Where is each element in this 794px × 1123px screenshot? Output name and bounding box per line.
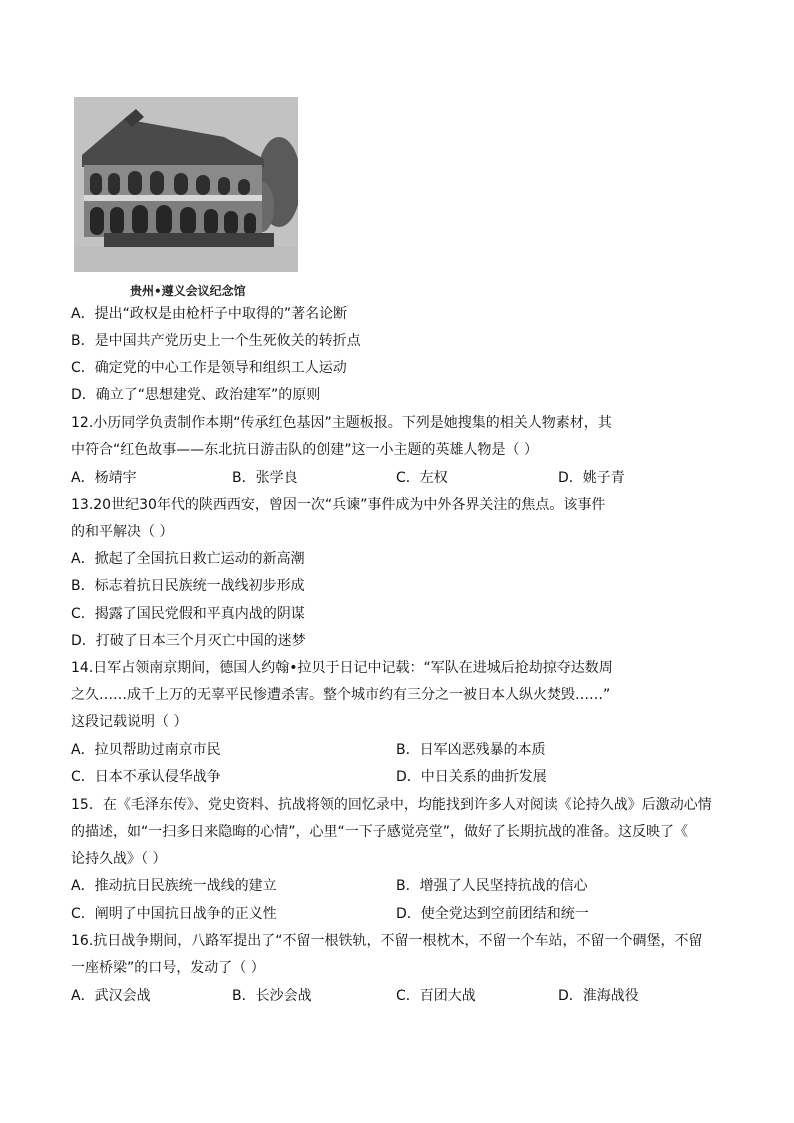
q15-option-a: A．推动抗日民族统一战线的建立	[71, 878, 277, 894]
q12-option-c: C．左权	[396, 470, 448, 486]
q15-option-b: B．增强了人民坚持抗战的信心	[396, 878, 588, 894]
q12-option-a: A．杨靖宇	[71, 470, 137, 486]
q16-stem-line-2: 一座桥梁”的口号，发动了（ ）	[71, 960, 265, 976]
q16-option-b: B．长沙会战	[232, 988, 312, 1004]
q13-option-c: C．揭露了国民党假和平真内战的阴谋	[71, 606, 305, 622]
q13-stem-line-1: 13.20世纪30年代的陕西西安，曾因一次“兵谏”事件成为中外各界关注的焦点。该事件	[71, 497, 606, 513]
q16-option-a: A．武汉会战	[71, 988, 151, 1004]
q15-stem-line-3: 论持久战》（ ）	[71, 851, 167, 867]
q13-stem-line-2: 的和平解决（ ）	[71, 524, 174, 540]
q12-option-b: B．张学良	[232, 470, 298, 486]
q16-stem-line-1: 16.抗日战争期间，八路军提出了“不留一根铁轨，不留一根枕木，不留一个车站，不留一个碉堡，不留	[71, 933, 703, 949]
q14-option-b: B．日军凶恶残暴的本质	[396, 742, 546, 758]
q16-option-d: D．淮海战役	[558, 988, 639, 1004]
q11-option-b: B．是中国共产党历史上一个生死攸关的转折点	[71, 333, 361, 349]
q12-option-d: D．姚子青	[558, 470, 625, 486]
q14-stem-line-1: 14.日军占领南京期间，德国人约翰•拉贝于日记中记载：“军队在进城后抢劫掠夺达数周	[71, 660, 613, 676]
q15-stem-line-2: 的描述，如“一扫多日来隐晦的心情”，心里“一下子感觉亮堂”，做好了长期抗战的准备。这反映了《	[71, 824, 689, 840]
q13-option-b: B．标志着抗日民族统一战线初步形成	[71, 578, 305, 594]
q15-stem-line-1: 15．在《毛泽东传》、党史资料、抗战将领的回忆录中，均能找到许多人对阅读《论持久战》后激动心情	[71, 797, 712, 813]
q13-option-d: D．打破了日本三个月灭亡中国的迷梦	[71, 633, 306, 649]
q11-option-d: D．确立了“思想建党、政治建军”的原则	[71, 387, 321, 403]
q15-option-d: D．使全党达到空前团结和统一	[396, 906, 589, 922]
q12-stem-line-1: 12.小历同学负责制作本期“传承红色基因”主题板报。下列是她搜集的相关人物素材，其	[71, 415, 612, 431]
memorial-building-photo	[74, 97, 298, 272]
photo-caption: 贵州•遵义会议纪念馆	[130, 284, 246, 298]
q14-option-d: D．中日关系的曲折发展	[396, 769, 547, 785]
q15-option-c: C．阐明了中国抗日战争的正义性	[71, 906, 277, 922]
q12-stem-line-2: 中符合“红色故事——东北抗日游击队的创建”这一小主题的英雄人物是（ ）	[71, 442, 538, 458]
q14-stem-line-3: 这段记载说明（ ）	[71, 714, 188, 730]
q11-option-c: C．确定党的中心工作是领导和组织工人运动	[71, 360, 347, 376]
q14-option-c: C．日本不承认侵华战争	[71, 769, 221, 785]
q14-stem-line-2: 之久……成千上万的无辜平民惨遭杀害。整个城市约有三分之一被日本人纵火焚毁……”	[71, 687, 611, 703]
q13-option-a: A．掀起了全国抗日救亡运动的新高潮	[71, 551, 305, 567]
q14-option-a: A．拉贝帮助过南京市民	[71, 742, 221, 758]
q16-option-c: C．百团大战	[396, 988, 476, 1004]
q11-option-a: A．提出“政权是由枪杆子中取得的”著名论断	[71, 306, 348, 322]
